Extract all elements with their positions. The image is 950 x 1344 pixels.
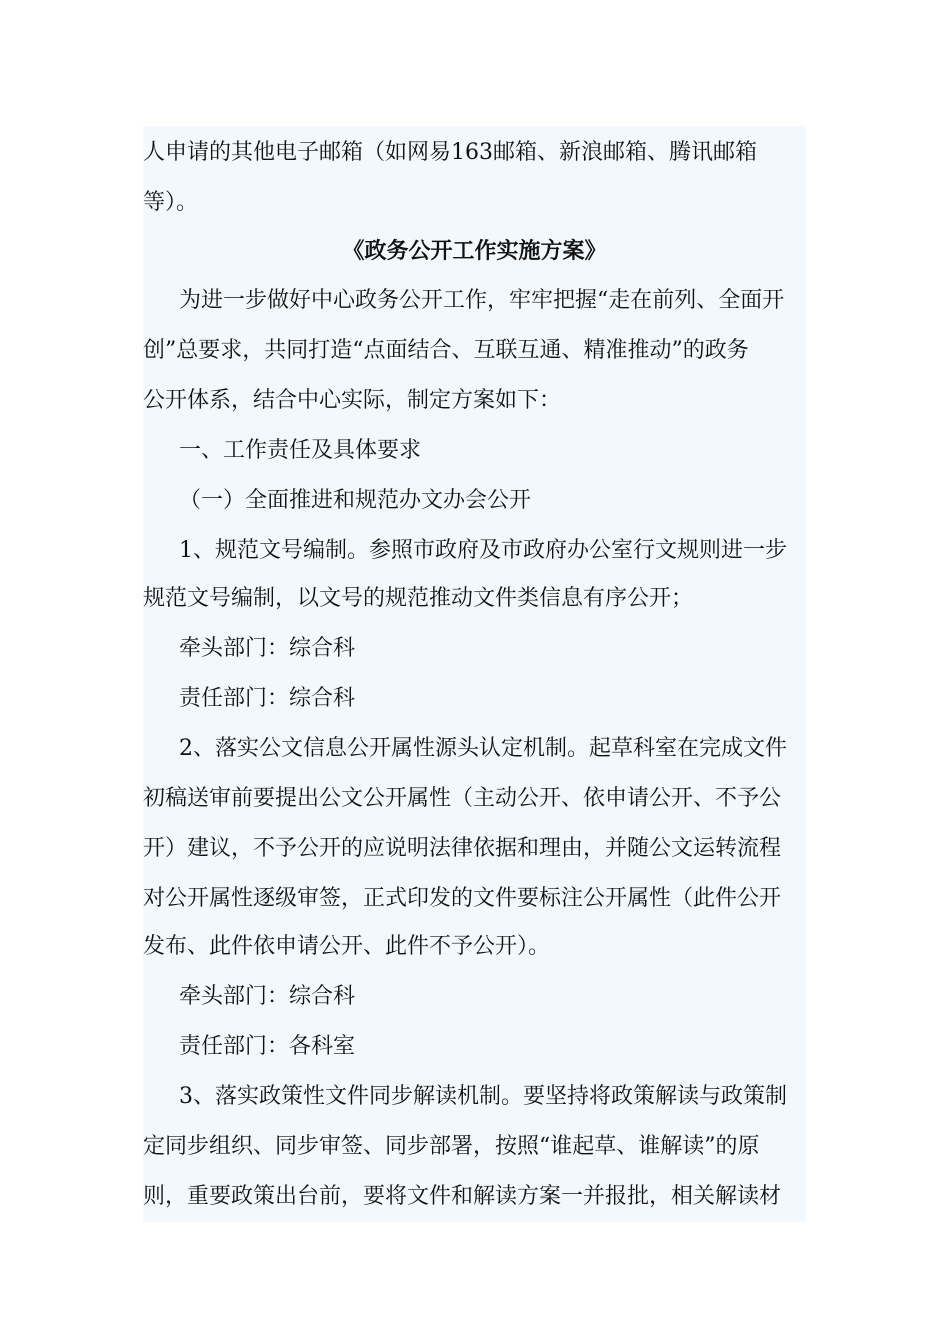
section-heading: 一、工作责任及具体要求 [179,438,422,463]
responsible-department-line: 责任部门：综合科 [179,686,356,711]
document-text-block [143,126,806,1222]
item-2-line: 2、落实公文信息公开属性源头认定机制。起草科室在完成文件 [179,736,787,761]
responsible-department-line: 责任部门：各科室 [179,1034,356,1059]
body-text-line: 等）。 [143,190,199,215]
paragraph-intro-line: 公开体系，结合中心实际，制定方案如下： [143,388,562,413]
item-3-line: 则，重要政策出台前，要将文件和解读方案一并报批，相关解读材 [143,1184,782,1209]
subsection-heading: （一）全面推进和规范办文办会公开 [179,488,532,513]
item-1-line: 规范文号编制，以文号的规范推动文件类信息有序公开； [143,586,694,611]
paragraph-intro-line: 创”总要求，共同打造“点面结合、互联互通、精准推动”的政务 [143,338,749,363]
item-2-line: 发布、此件依申请公开、此件不予公开）。 [143,934,551,959]
lead-department-line: 牵头部门：综合科 [179,636,356,661]
item-2-line: 对公开属性逐级审签，正式印发的文件要标注公开属性（此件公开 [143,886,782,911]
item-2-line: 开）建议，不予公开的应说明法律依据和理由，并随公文运转流程 [143,836,782,861]
item-3-line: 定同步组织、同步审签、同步部署，按照“谁起草、谁解读”的原 [143,1134,760,1159]
body-text-line: 人申请的其他电子邮箱（如网易163邮箱、新浪邮箱、腾讯邮箱 [143,140,757,165]
paragraph-intro-line: 为进一步做好中心政务公开工作，牢牢把握“走在前列、全面开 [179,288,785,313]
lead-department-line: 牵头部门：综合科 [179,984,356,1009]
item-2-line: 初稿送审前要提出公文公开属性（主动公开、依申请公开、不予公 [143,786,782,811]
item-3-line: 3、落实政策性文件同步解读机制。要坚持将政策解读与政策制 [179,1084,787,1109]
item-1-line: 1、规范文号编制。参照市政府及市政府办公室行文规则进一步 [179,538,787,563]
document-title: 《政务公开工作实施方案》 [342,238,607,264]
